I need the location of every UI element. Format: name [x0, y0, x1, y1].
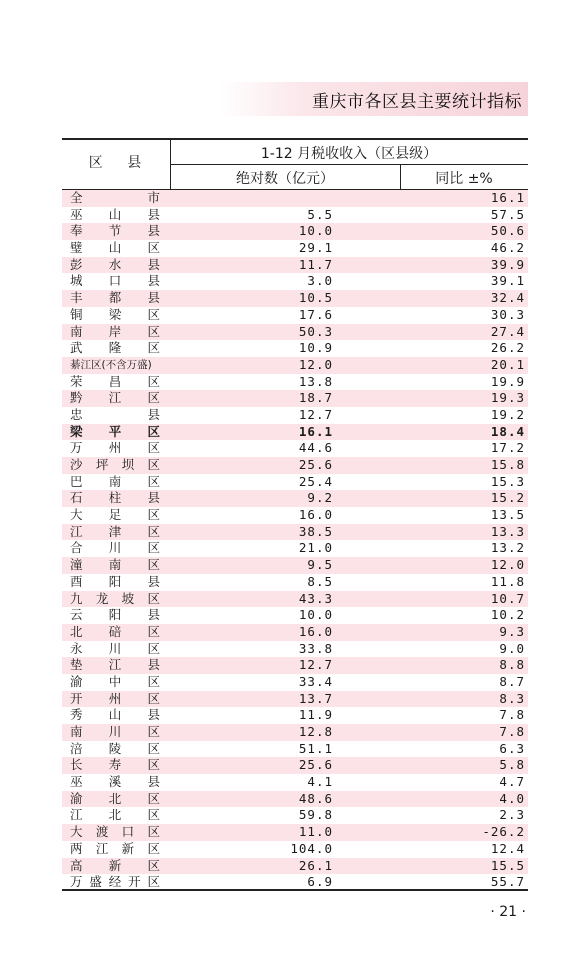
district-name: 黔 江 区: [70, 390, 160, 406]
table-row: [62, 557, 528, 574]
table-row: [62, 457, 528, 474]
yoy-value: 20.1: [490, 356, 525, 372]
table-row: [62, 324, 528, 341]
district-name: 秀 山 县: [70, 707, 160, 723]
absolute-value: 5.5: [307, 206, 333, 222]
district-name: 渝 中 区: [70, 673, 160, 689]
district-name: 两 江 新 区: [70, 840, 160, 856]
district-name: 万 州 区: [70, 440, 160, 456]
absolute-value: 29.1: [298, 240, 333, 256]
absolute-value: 12.0: [298, 356, 333, 372]
absolute-value: 18.7: [298, 390, 333, 406]
yoy-value: 15.5: [490, 857, 525, 873]
yoy-value: 12.0: [490, 557, 525, 573]
header-yoy: 同比 ±%: [435, 171, 493, 187]
yoy-value: 55.7: [490, 874, 525, 890]
district-name: 九 龙 坡 区: [70, 590, 160, 606]
yoy-value: 18.4: [490, 423, 525, 439]
table-row: [62, 591, 528, 608]
header-tax-revenue: 1-12 月税收收入（区县级）: [260, 146, 438, 162]
absolute-value: 9.5: [307, 557, 333, 573]
yoy-value: 12.4: [490, 840, 525, 856]
table-row: [62, 190, 528, 207]
absolute-value: 25.6: [298, 757, 333, 773]
table-row: [62, 240, 528, 257]
district-name: 酉 阳 县: [70, 573, 160, 589]
table-row: [62, 691, 528, 708]
table-row: [62, 507, 528, 524]
yoy-value: 4.7: [499, 774, 525, 790]
absolute-value: 25.6: [298, 457, 333, 472]
header-district: 区 县: [88, 155, 152, 171]
yoy-value: 4.0: [499, 790, 525, 806]
table-row: [62, 223, 528, 240]
yoy-value: 13.3: [490, 523, 525, 539]
district-name: 永 川 区: [70, 640, 160, 656]
yoy-value: 8.8: [499, 657, 525, 673]
district-name: 垫 江 县: [70, 657, 160, 673]
district-name: 綦江区(不含万盛): [70, 358, 152, 371]
yoy-value: 2.3: [499, 807, 525, 823]
district-name: 南 岸 区: [70, 323, 160, 339]
page-number: · 21 ·: [490, 904, 526, 920]
district-name: 涪 陵 区: [70, 740, 160, 756]
table-row: [62, 624, 528, 641]
header-divider: [170, 164, 528, 165]
absolute-value: 44.6: [298, 440, 333, 456]
yoy-value: 27.4: [490, 323, 525, 339]
table-row: [62, 607, 528, 624]
table-row: [62, 641, 528, 658]
absolute-value: 12.8: [298, 724, 333, 739]
district-name: 长 寿 区: [70, 757, 160, 773]
yoy-value: 17.2: [490, 440, 525, 456]
absolute-value: 59.8: [298, 807, 333, 823]
yoy-value: 11.8: [490, 573, 525, 589]
table-row: [62, 374, 528, 391]
table-row: [62, 574, 528, 591]
table-row: [62, 674, 528, 691]
absolute-value: 21.0: [298, 540, 333, 556]
yoy-value: 15.8: [490, 457, 525, 472]
yoy-value: 57.5: [490, 206, 525, 222]
table-row: [62, 540, 528, 557]
yoy-value: -26.2: [482, 824, 525, 840]
table-row: [62, 307, 528, 324]
yoy-value: 19.2: [490, 406, 525, 422]
yoy-value: 19.3: [490, 390, 525, 406]
absolute-value: 16.0: [298, 507, 333, 523]
district-name: 彭 水 县: [70, 256, 160, 272]
table-row: [62, 824, 528, 841]
table-row: [62, 490, 528, 507]
yoy-value: 32.4: [490, 290, 525, 306]
yoy-value: 15.2: [490, 490, 525, 506]
yoy-value: 9.3: [499, 623, 525, 639]
absolute-value: 16.0: [298, 623, 333, 639]
yoy-value: 39.9: [490, 256, 525, 272]
yoy-value: 26.2: [490, 340, 525, 356]
absolute-value: 10.5: [298, 290, 333, 306]
table-row: [62, 424, 528, 441]
district-name: 忠 县: [70, 406, 160, 422]
table-bottom-rule: [62, 889, 528, 891]
district-name: 奉 节 县: [70, 223, 160, 239]
yoy-value: 39.1: [490, 273, 525, 289]
table-row: [62, 707, 528, 724]
yoy-value: 8.3: [499, 690, 525, 706]
table-row: [62, 474, 528, 491]
district-name: 江 津 区: [70, 523, 160, 539]
absolute-value: 12.7: [298, 657, 333, 673]
district-name: 荣 昌 区: [70, 373, 160, 389]
table-row: [62, 207, 528, 224]
table-row: [62, 407, 528, 424]
district-name: 云 阳 县: [70, 607, 160, 623]
district-name: 璧 山 区: [70, 240, 160, 256]
absolute-value: 26.1: [298, 857, 333, 873]
absolute-value: 11.0: [298, 824, 333, 840]
table-row: [62, 657, 528, 674]
yoy-value: 15.3: [490, 473, 525, 489]
district-name: 开 州 区: [70, 690, 160, 706]
absolute-value: 10.0: [298, 607, 333, 623]
absolute-value: 51.1: [298, 740, 333, 756]
absolute-value: 10.9: [298, 340, 333, 356]
table-row: [62, 741, 528, 758]
absolute-value: 4.1: [307, 774, 333, 790]
yoy-value: 7.8: [499, 707, 525, 723]
absolute-value: 33.4: [298, 673, 333, 689]
district-name: 南 川 区: [70, 724, 160, 739]
absolute-value: 10.0: [298, 223, 333, 239]
absolute-value: 50.3: [298, 323, 333, 339]
header-absolute: 绝对数（亿元）: [236, 171, 334, 187]
absolute-value: 11.7: [298, 256, 333, 272]
district-name: 巫 溪 县: [70, 774, 160, 790]
table-row: [62, 774, 528, 791]
table-row: [62, 524, 528, 541]
table-row: [62, 390, 528, 407]
district-name: 万 盛 经 开 区: [70, 874, 160, 890]
yoy-value: 8.7: [499, 673, 525, 689]
absolute-value: 9.2: [307, 490, 333, 506]
absolute-value: 12.7: [298, 406, 333, 422]
table-row: [62, 273, 528, 290]
district-name: 江 北 区: [70, 807, 160, 823]
yoy-value: 30.3: [490, 306, 525, 322]
district-name: 沙 坪 坝 区: [70, 457, 160, 472]
yoy-value: 5.8: [499, 757, 525, 773]
district-name: 石 柱 县: [70, 490, 160, 506]
district-name: 巫 山 县: [70, 206, 160, 222]
absolute-value: 3.0: [307, 273, 333, 289]
yoy-value: 10.2: [490, 607, 525, 623]
yoy-value: 19.9: [490, 373, 525, 389]
yoy-value: 13.5: [490, 507, 525, 523]
district-name: 渝 北 区: [70, 790, 160, 806]
yoy-value: 46.2: [490, 240, 525, 256]
absolute-value: 43.3: [298, 590, 333, 606]
table-row: [62, 724, 528, 741]
table-row: [62, 841, 528, 858]
district-name: 丰 都 县: [70, 290, 160, 306]
absolute-value: 17.6: [298, 306, 333, 322]
district-name: 梁 平 区: [70, 423, 160, 439]
table-row: [62, 858, 528, 875]
yoy-value: 7.8: [499, 724, 525, 739]
table-body: [62, 190, 528, 891]
table-row: [62, 340, 528, 357]
table-top-rule: [62, 138, 528, 140]
table-row: [62, 791, 528, 808]
absolute-value: 11.9: [298, 707, 333, 723]
table-row: [62, 757, 528, 774]
absolute-value: 8.5: [307, 573, 333, 589]
table-row: [62, 807, 528, 824]
yoy-value: 50.6: [490, 223, 525, 239]
table-row: [62, 290, 528, 307]
table-row: [62, 357, 528, 374]
table-row: [62, 440, 528, 457]
district-name: 北 碚 区: [70, 623, 160, 639]
yoy-value: 6.3: [499, 740, 525, 756]
yoy-value: 13.2: [490, 540, 525, 556]
district-name: 武 隆 区: [70, 340, 160, 356]
yoy-value: 16.1: [490, 190, 525, 205]
district-name: 合 川 区: [70, 540, 160, 556]
district-name: 全 市: [70, 190, 160, 205]
district-name: 巴 南 区: [70, 473, 160, 489]
yoy-value: 10.7: [490, 590, 525, 606]
absolute-value: 13.7: [298, 690, 333, 706]
table-row: [62, 257, 528, 274]
absolute-value: 13.8: [298, 373, 333, 389]
absolute-value: 38.5: [298, 523, 333, 539]
absolute-value: 48.6: [298, 790, 333, 806]
absolute-value: 33.8: [298, 640, 333, 656]
absolute-value: 16.1: [298, 423, 333, 439]
district-name: 大 足 区: [70, 507, 160, 523]
district-name: 城 口 县: [70, 273, 160, 289]
district-name: 潼 南 区: [70, 557, 160, 573]
absolute-value: 104.0: [290, 840, 333, 856]
district-name: 高 新 区: [70, 857, 160, 873]
district-name: 铜 梁 区: [70, 306, 160, 322]
district-name: 大 渡 口 区: [70, 824, 160, 840]
page-title: 重庆市各区县主要统计指标: [312, 92, 522, 112]
yoy-value: 9.0: [499, 640, 525, 656]
absolute-value: 6.9: [307, 874, 333, 890]
absolute-value: 25.4: [298, 473, 333, 489]
